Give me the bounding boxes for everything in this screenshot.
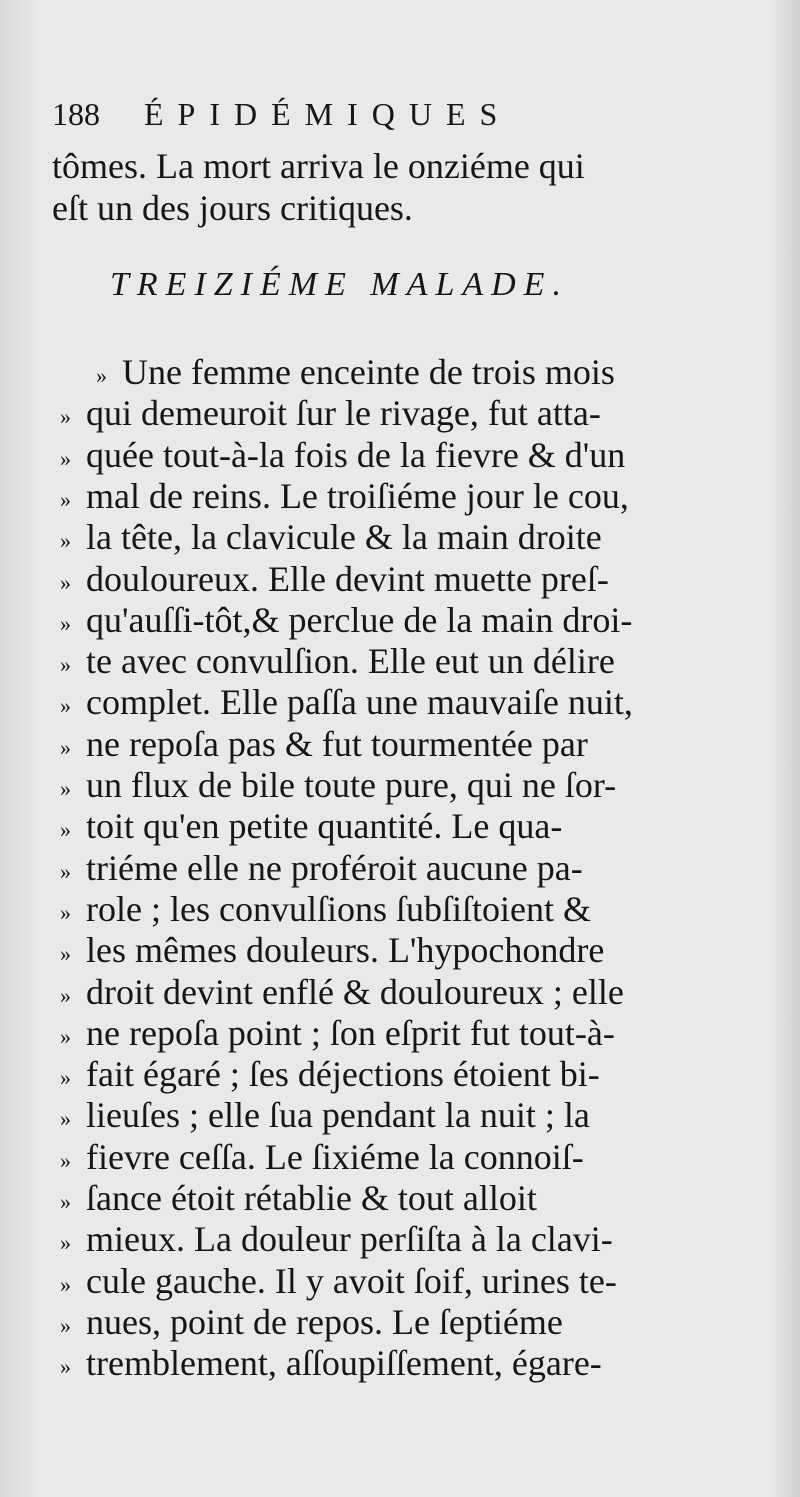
quote-mark: » xyxy=(60,1312,71,1338)
body-line xyxy=(60,806,690,850)
quote-mark: » xyxy=(60,940,71,966)
body-line-text: toit qu'en petite quantité. Le qua- xyxy=(86,806,563,846)
body-line xyxy=(60,1137,690,1181)
body-line-text: cule gauche. Il y avoit ſoif, urines te- xyxy=(86,1261,617,1301)
body-line xyxy=(60,682,690,726)
body-line xyxy=(60,765,690,809)
quote-mark: » xyxy=(60,1147,71,1173)
body-line-text: complet. Elle paſſa une mauvaiſe nuit, xyxy=(86,682,633,722)
quote-mark: » xyxy=(60,816,71,842)
quote-mark: » xyxy=(60,692,71,718)
body-line-text: qui demeuroit ſur le rivage, fut atta- xyxy=(86,393,601,433)
body-line xyxy=(60,476,690,520)
quote-mark: » xyxy=(60,651,71,677)
body-line xyxy=(60,724,690,768)
quote-mark: » xyxy=(60,1188,71,1214)
body-line-text: fievre ceſſa. Le ſixiéme la connoiſ- xyxy=(86,1137,584,1177)
running-title: ÉPIDÉMIQUES xyxy=(144,96,512,132)
body-line xyxy=(60,1095,690,1139)
quote-mark: » xyxy=(60,1105,71,1131)
body-line xyxy=(60,889,690,933)
body-line-text: lieuſes ; elle ſua pendant la nuit ; la xyxy=(86,1095,590,1135)
quote-mark: » xyxy=(60,1023,71,1049)
page-spine-shadow xyxy=(770,0,800,1497)
body-line-text: quée tout-à-la fois de la fievre & d'un xyxy=(86,435,626,475)
quote-mark: » xyxy=(60,1064,71,1090)
body-line xyxy=(60,517,690,561)
quote-mark: » xyxy=(60,982,71,1008)
body-line-text: tremblement, aſſoupiſſement, égare- xyxy=(86,1343,602,1383)
body-line xyxy=(60,972,690,1016)
body-line-text: nues, point de repos. Le ſeptiéme xyxy=(86,1302,563,1342)
intro-line: tômes. La mort arriva le onziéme qui xyxy=(52,146,585,186)
page-left-shadow xyxy=(0,0,40,1497)
body-line-text: ne repoſa point ; ſon eſprit fut tout-à- xyxy=(86,1013,615,1053)
quote-mark: » xyxy=(60,734,71,760)
body-line-text: role ; les convulſions ſubſiſtoient & xyxy=(86,889,591,929)
body-line-text: fait égaré ; ſes déjections étoient bi- xyxy=(86,1054,600,1094)
section-title: TREIZIÉME MALADE. xyxy=(110,266,569,303)
running-header xyxy=(52,96,672,136)
body-line xyxy=(96,352,726,396)
body-line xyxy=(60,930,690,974)
body-line-text: te avec convulſion. Elle eut un délire xyxy=(86,641,615,681)
body-line xyxy=(60,1013,690,1057)
body-line xyxy=(60,393,690,437)
body-line xyxy=(60,1261,690,1305)
quote-mark: » xyxy=(60,527,71,553)
quote-mark: » xyxy=(60,486,71,512)
quote-mark: » xyxy=(96,362,107,388)
body-line-text: Une femme enceinte de trois mois xyxy=(122,352,615,392)
body-line-text: mal de reins. Le troiſiéme jour le cou, xyxy=(86,476,629,516)
quote-mark: » xyxy=(60,403,71,429)
intro-line: eſt un des jours critiques. xyxy=(52,188,413,228)
quote-mark: » xyxy=(60,1229,71,1255)
body-line-text: triéme elle ne proféroit aucune pa- xyxy=(86,848,583,888)
body-line-text: un flux de bile toute pure, qui ne ſor- xyxy=(86,765,617,805)
body-line-text: la tête, la clavicule & la main droite xyxy=(86,517,602,557)
quote-mark: » xyxy=(60,899,71,925)
quote-mark: » xyxy=(60,445,71,471)
body-line-text: les mêmes douleurs. L'hypochondre xyxy=(86,930,605,970)
quote-mark: » xyxy=(60,775,71,801)
body-line xyxy=(60,1178,690,1222)
body-line-text: ſance étoit rétablie & tout alloit xyxy=(86,1178,537,1218)
quote-mark: » xyxy=(60,1271,71,1297)
body-line-text: droit devint enflé & douloureux ; elle xyxy=(86,972,624,1012)
body-line xyxy=(60,435,690,479)
quote-mark: » xyxy=(60,569,71,595)
quote-mark: » xyxy=(60,1353,71,1379)
quote-mark: » xyxy=(60,858,71,884)
body-line-text: ne repoſa pas & fut tourmentée par xyxy=(86,724,588,764)
body-line xyxy=(60,600,690,644)
body-line xyxy=(60,1054,690,1098)
body-line xyxy=(60,559,690,603)
page-number: 188 xyxy=(52,96,100,132)
body-line xyxy=(60,1219,690,1263)
body-line-text: douloureux. Elle devint muette preſ- xyxy=(86,559,609,599)
quote-mark: » xyxy=(60,610,71,636)
body-line xyxy=(60,1302,690,1346)
body-line-text: qu'auſſi-tôt,& perclue de la main droi- xyxy=(86,600,633,640)
body-line-text: mieux. La douleur perſiſta à la clavi- xyxy=(86,1219,613,1259)
body-line xyxy=(60,1343,690,1387)
body-line xyxy=(60,848,690,892)
body-line xyxy=(60,641,690,685)
